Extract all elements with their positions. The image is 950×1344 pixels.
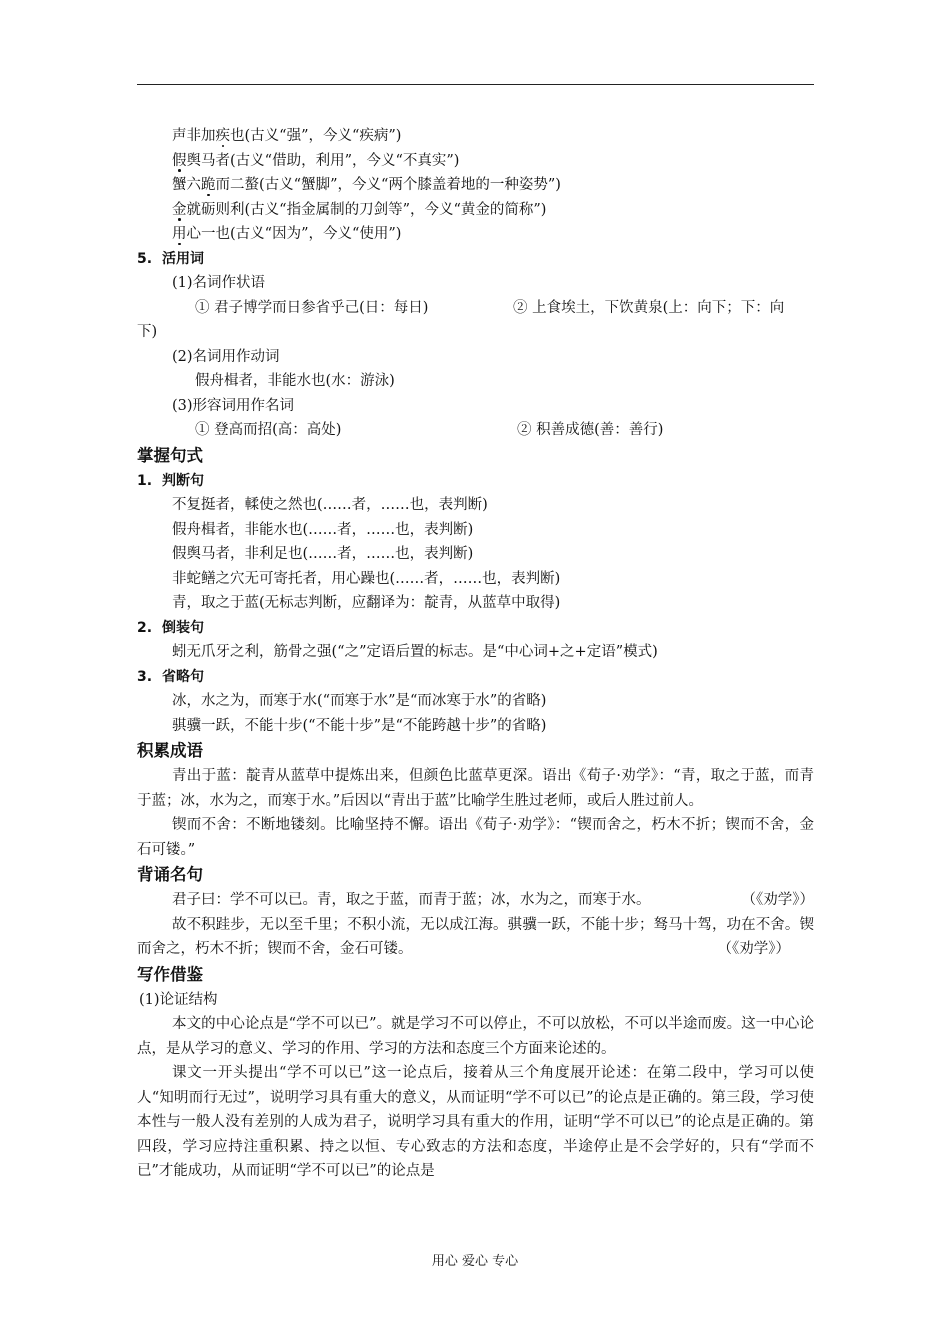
- document-body: [137, 124, 814, 1184]
- section-number: 2.: [137, 619, 153, 636]
- emphasis-char: 用: [172, 226, 187, 242]
- subsection-title: (2)名词用作动词: [172, 348, 280, 365]
- emphasis-char: 跪: [201, 177, 216, 193]
- example: 假舆马者，非利足也(……者，……也，表判断): [172, 546, 474, 562]
- emphasis-char: 假: [172, 152, 187, 169]
- meaning-line: [137, 198, 814, 223]
- example: ② 积善成德(善：善行): [517, 422, 664, 438]
- example-row: [137, 296, 814, 321]
- text: 就砺则利(古义“指金属制的刀剑等”，今义“黄金的简称”): [186, 201, 547, 218]
- quote-paragraph: [137, 888, 814, 913]
- example: 假舟楫者，非能水也(水：游泳): [195, 373, 395, 389]
- section-2-title: [137, 616, 814, 641]
- quote-text: 故不积跬步，无以至千里；不积小流，无以成江海。骐骥一跃，不能十步；驽马十驾，功在不舍。锲而舍之，朽木不折；锲而不舍，金石可镂。: [137, 916, 814, 957]
- section-label: 判断句: [162, 472, 204, 489]
- example: 青，取之于蓝(无标志判断，应翻译为：靛青，从蓝草中取得): [172, 595, 561, 611]
- example: ② 上食埃土，下饮黄泉(上：向下；下：向: [513, 299, 785, 316]
- section-label: 活用词: [162, 250, 204, 267]
- section-number: 5.: [137, 250, 153, 267]
- section-number: 1.: [137, 472, 153, 489]
- heading-syntax: 掌握句式: [137, 445, 203, 465]
- heading-idioms: 积累成语: [137, 741, 203, 760]
- text: 而二螯(古义“蟹脚”，今义“两个膝盖着地的一种姿势”): [215, 177, 561, 193]
- text: 声非加: [172, 128, 216, 144]
- example: ① 登高而招(高：高处): [195, 422, 342, 438]
- text: 蟹六: [172, 177, 201, 193]
- quote-source: （《劝学》）: [717, 941, 790, 957]
- example: ① 君子博学而日参省乎己(日：每日): [195, 299, 429, 316]
- section-label: 倒装句: [162, 619, 204, 636]
- example: 不复挺者，輮使之然也(……者，……也，表判断): [172, 497, 488, 513]
- text: 心一也(古义“因为”，今义“使用”): [186, 226, 402, 242]
- subsection-title: (1)论证结构: [139, 991, 218, 1008]
- body-paragraph: 本文的中心论点是“学不可以已”。就是学习不可以停止，不可以放松，不可以半途而废。这一中心论点，是从学习的意义、学习的作用、学习的方法和态度三个方面来论述的。: [137, 1016, 814, 1057]
- header-rule: [137, 84, 814, 85]
- emphasis-char: 金: [172, 201, 187, 218]
- example: 非蛇鳝之穴无可寄托者，用心躁也(……者，……也，表判断): [172, 570, 561, 587]
- quote-text: 君子曰：学不可以已。青，取之于蓝，而青于蓝；冰，水为之，而寒于水。: [172, 892, 651, 908]
- meaning-line: [137, 173, 814, 198]
- section-1-title: [137, 469, 814, 494]
- example: 假舟楫者，非能水也(……者，……也，表判断): [172, 521, 474, 538]
- text: 也(古义“强”，今义“疾病”): [230, 128, 402, 144]
- example: 骐骥一跃，不能十步(“不能十步”是“不能跨越十步”的省略): [172, 717, 547, 734]
- body-paragraph: 课文一开头提出“学不可以已”这一论点后，接着从三个角度展开论述：在第二段中，学习可以使人“知明而行无过”，说明学习具有重大的意义，从而证明“学不可以已”的论点是正确的。第三段，学习使本性与一般人没有差别的人成为君子，说明学习具有重大的作用，证明“学不可以已”的论点是正确的。第四段，学习应持注重积累、持之以恒、专心致志的方法和态度，半途停止是不会学好的，只有“学而不已”才能成功，从而证明“学不可以已”的论点是: [137, 1065, 814, 1179]
- section-number: 3.: [137, 668, 153, 685]
- text: 舆马者(古义“借助，利用”，今义“不真实”): [186, 152, 460, 169]
- page-footer: 用心 爱心 专心: [431, 1254, 519, 1269]
- meaning-list: [137, 124, 814, 247]
- meaning-line: [137, 149, 814, 174]
- heading-writing: 写作借鉴: [137, 964, 203, 984]
- example: 冰，水之为，而寒于水(“而寒于水”是“而冰寒于水”的省略): [172, 693, 547, 709]
- idiom-paragraph: 锲而不舍：不断地镂刻。比喻坚持不懈。语出《荀子·劝学》：“锲而舍之，朽木不折；锲而不舍，金石可镂。”: [137, 817, 814, 858]
- emphasis-char: 疾: [215, 128, 230, 144]
- heading-quotes: 背诵名句: [137, 865, 203, 884]
- subsection-title: (1)名词作状语: [172, 275, 266, 291]
- meaning-line: [137, 124, 814, 149]
- subsection-title: (3)形容词用作名词: [172, 397, 295, 414]
- quote-paragraph: [137, 913, 814, 962]
- section-label: 省略句: [162, 668, 204, 685]
- quote-source: （《劝学》）: [741, 892, 814, 908]
- section-5-title: [137, 247, 814, 272]
- meaning-line: [137, 222, 814, 247]
- example-continuation: 下): [137, 324, 158, 340]
- idiom-paragraph: 青出于蓝：靛青从蓝草中提炼出来，但颜色比蓝草更深。语出《荀子·劝学》：“青，取之于蓝，而青于蓝；冰，水为之，而寒于水。”后因以“青出于蓝”比喻学生胜过老师，或后人胜过前人。: [137, 768, 814, 809]
- example: 蚓无爪牙之利，筋骨之强(“之”定语后置的标志。是“中心词+之+定语”模式): [172, 644, 658, 660]
- section-3-title: [137, 665, 814, 690]
- example-row: [137, 418, 814, 443]
